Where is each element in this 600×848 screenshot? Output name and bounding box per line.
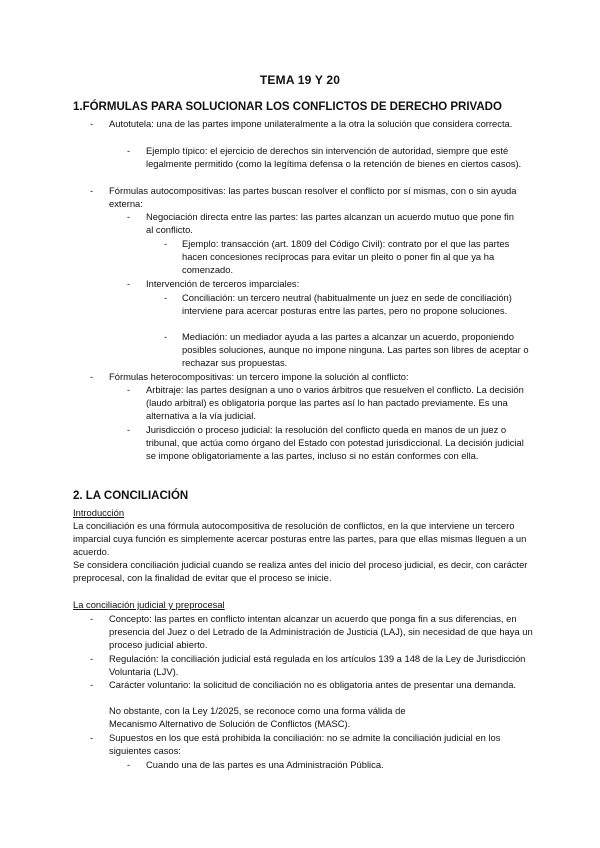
judicial-subheading: La conciliación judicial y preprocesal (73, 599, 225, 610)
bullet-dash: - (127, 145, 131, 156)
bullet-dash: - (90, 371, 94, 382)
negociacion-item: Negociación directa entre las partes: las partes alcanzan un acuerdo mutuo que pone fin al conflicto. (146, 211, 514, 235)
autocompositivas-item: Fórmulas autocompositivas: las partes buscan resolver el conflicto por sí mismas, con o sin ayuda externa: (109, 185, 517, 209)
bullet-dash: - (127, 384, 131, 395)
section-2-heading: 2. LA CONCILIACIÓN (73, 490, 189, 502)
negociacion-example: Ejemplo: transacción (art. 1809 del Código Civil): contrato por el que las partes hacen concesiones recíprocas para evitar un pleito o poner fin al que ya ha comenzado. (182, 238, 510, 275)
mediacion-item: Mediación: un mediador ayuda a las partes a alcanzar un acuerdo, proponiendo posibles soluciones, aunque no impone ninguna. Las partes son libres de aceptar o rechazar sus propuestas. (182, 331, 529, 368)
intro-paragraph-1: La conciliación es una fórmula autocompositiva de resolución de conflictos, en la que interviene un tercero imparcial cuya función es simplemente acercar posturas entre las partes, para que ellas mismas lleguen a un acuerdo. (73, 520, 527, 557)
bullet-dash: - (127, 278, 131, 289)
conciliacion-item: Conciliación: un tercero neutral (habitualmente un juez en sede de conciliación) interviene para acercar posturas entre las partes, pero no propone soluciones. (182, 292, 512, 316)
regulacion-item: Regulación: la conciliación judicial está regulada en los artículos 139 a 148 de la Ley de Jurisdicción Voluntaria (LJV). (109, 653, 526, 677)
bullet-dash: - (164, 238, 168, 249)
supuesto-1-item: Cuando una de las partes es una Administración Pública. (146, 759, 384, 770)
jurisdiccion-item: Jurisdicción o proceso judicial: la resolución del conflicto queda en manos de un juez o tribunal, que actúa como órgano del Estado con potestad jurisdiccional. La decisión judicial se impone obligatoriamente a las partes, incluso si no están conformes con ella. (146, 424, 524, 461)
section-1-heading: 1.FÓRMULAS PARA SOLUCIONAR LOS CONFLICTOS DE DERECHO PRIVADO (73, 101, 502, 113)
arbitraje-item: Arbitraje: las partes designan a uno o varios árbitros que resuelven el conflicto. La decisión (laudo arbitral) es obligatoria porque las partes así lo han pactado previamente. Es una alternativa a la vía judicial. (146, 384, 524, 421)
bullet-dash: - (127, 759, 131, 770)
page-title: TEMA 19 Y 20 (259, 73, 341, 87)
caracter-item: Carácter voluntario: la solicitud de conciliación no es obligatoria antes de presentar una demanda. (109, 679, 517, 690)
bullet-dash: - (90, 118, 94, 129)
intervencion-item: Intervención de terceros imparciales: (146, 278, 300, 289)
autotutela-example: Ejemplo típico: el ejercicio de derechos sin intervención de autoridad, siempre que esté legalmente permitido (como la legítima defensa o la retención de bienes en ciertos casos). (146, 145, 522, 169)
no-obstante-text: No obstante, con la Ley 1/2025, se reconoce como una forma válida de Mecanismo Alternativo de Solución de Conflictos (MASC). (109, 705, 406, 729)
autotutela-item: Autotutela: una de las partes impone unilateralmente a la otra la solución que considera correcta. (109, 118, 513, 129)
supuestos-item: Supuestos en los que está prohibida la conciliación: no se admite la conciliación judicial en los siguientes casos: (109, 732, 501, 756)
bullet-dash: - (90, 185, 94, 196)
concepto-item: Concepto: las partes en conflicto intentan alcanzar un acuerdo que ponga fin a sus diferencias, en presencia del Juez o del Letrado de la Administración de Justicia (LAJ), sin necesidad de que haya un proceso judicial abierto. (109, 613, 533, 650)
bullet-dash: - (90, 613, 94, 624)
bullet-dash: - (90, 653, 94, 664)
intro-paragraph-2: Se considera conciliación judicial cuando se realiza antes del inicio del proceso judicial, es decir, con carácter preprocesal, con la finalidad de evitar que el proceso se inicie. (73, 559, 528, 583)
bullet-dash: - (127, 211, 131, 222)
bullet-dash: - (164, 292, 168, 303)
bullet-dash: - (90, 732, 94, 743)
bullet-dash: - (164, 331, 168, 342)
heterocompositivas-item: Fórmulas heterocompositivas: un tercero impone la solución al conflicto: (109, 371, 409, 382)
intro-subheading: Introducción (73, 507, 125, 518)
bullet-dash: - (90, 679, 94, 690)
bullet-dash: - (127, 424, 131, 435)
